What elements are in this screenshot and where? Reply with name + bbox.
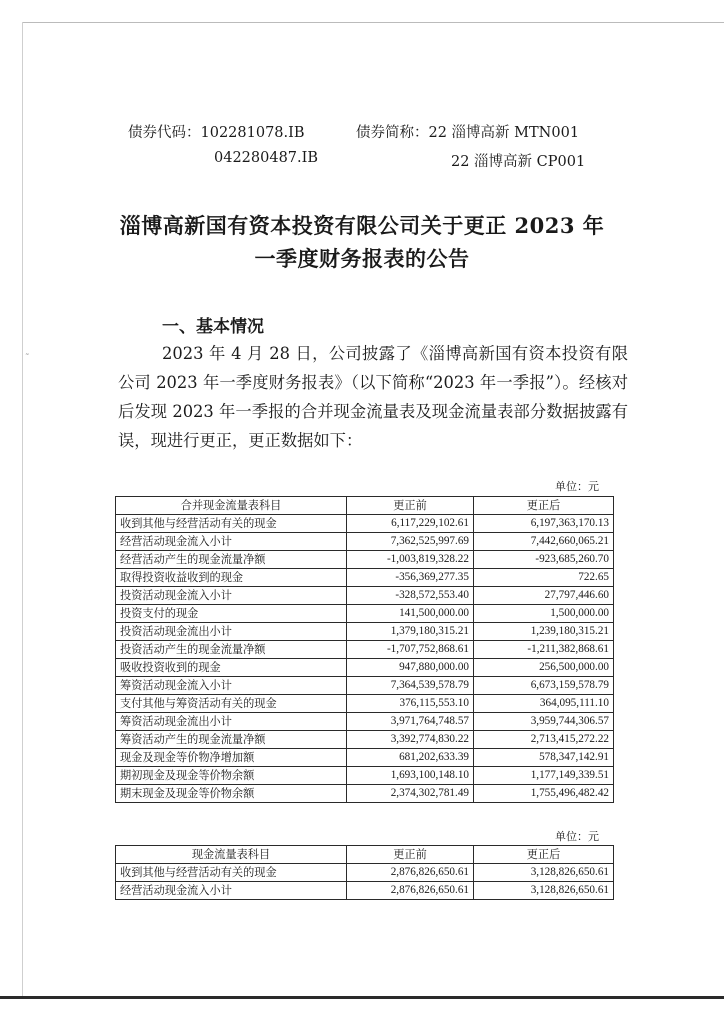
- bond-name-2: 22 淄博高新 CP001: [451, 154, 586, 170]
- table-row: [116, 641, 614, 659]
- column-header: 合并现金流量表科目: [116, 497, 347, 515]
- cash-flow-table: [115, 845, 614, 900]
- before-value-cell: -356,369,277.35: [347, 569, 474, 587]
- table-row: [116, 731, 614, 749]
- row-label-cell: 投资活动产生的现金流量净额: [116, 641, 347, 659]
- table-row: [116, 587, 614, 605]
- table-row: [116, 882, 614, 900]
- consolidated-cash-flow-table: [115, 496, 614, 803]
- before-value-cell: 7,364,539,578.79: [347, 677, 474, 695]
- row-label-cell: 经营活动现金流入小计: [116, 533, 347, 551]
- before-value-cell: 376,115,553.10: [347, 695, 474, 713]
- after-value-cell: 3,959,744,306.57: [474, 713, 614, 731]
- before-value-cell: 681,202,633.39: [347, 749, 474, 767]
- after-value-cell: 256,500,000.00: [474, 659, 614, 677]
- row-label-cell: 吸收投资收到的现金: [116, 659, 347, 677]
- section-heading: 一、基本情况: [162, 317, 264, 337]
- after-value-cell: 578,347,142.91: [474, 749, 614, 767]
- before-value-cell: 1,379,180,315.21: [347, 623, 474, 641]
- scan-speck: ˷: [25, 346, 30, 356]
- bond-code-2: 042280487.IB: [214, 150, 319, 166]
- after-value-cell: 2,713,415,272.22: [474, 731, 614, 749]
- row-label-cell: 取得投资收益收到的现金: [116, 569, 347, 587]
- table2-unit: 单位：元: [555, 830, 599, 843]
- scan-edge-left: [22, 22, 23, 997]
- row-label-cell: 投资活动现金流出小计: [116, 623, 347, 641]
- before-value-cell: 6,117,229,102.61: [347, 515, 474, 533]
- before-value-cell: 947,880,000.00: [347, 659, 474, 677]
- section-paragraph: 2023 年 4 月 28 日，公司披露了《淄博高新国有资本投资有限公司 2023 年一季度财务报表》（以下简称“2023 年一季报”）。经核对后发现 2023 年一季报的合并现金流量表及现金流量表部分数据披露有误，现进行更正，更正数据如下：: [118, 344, 628, 450]
- table-row: [116, 677, 614, 695]
- after-value-cell: 1,177,149,339.51: [474, 767, 614, 785]
- after-value-cell: 364,095,111.10: [474, 695, 614, 713]
- row-label-cell: 现金及现金等价物净增加额: [116, 749, 347, 767]
- announcement-title-line-2: 一季度财务报表的公告: [254, 246, 470, 271]
- column-header: 现金流量表科目: [116, 846, 347, 864]
- row-label-cell: 筹资活动现金流入小计: [116, 677, 347, 695]
- after-value-cell: 6,197,363,170.13: [474, 515, 614, 533]
- table-row: [116, 767, 614, 785]
- before-value-cell: 3,971,764,748.57: [347, 713, 474, 731]
- row-label-cell: 投资支付的现金: [116, 605, 347, 623]
- row-label-cell: 期初现金及现金等价物余额: [116, 767, 347, 785]
- after-value-cell: -923,685,260.70: [474, 551, 614, 569]
- row-label-cell: 筹资活动产生的现金流量净额: [116, 731, 347, 749]
- scan-edge-top: [22, 22, 724, 23]
- row-label-cell: 经营活动现金流入小计: [116, 882, 347, 900]
- before-value-cell: 7,362,525,997.69: [347, 533, 474, 551]
- bond-code-row-1: [128, 121, 305, 142]
- after-value-cell: 7,442,660,065.21: [474, 533, 614, 551]
- after-value-cell: 3,128,826,650.61: [474, 864, 614, 882]
- table-row: [116, 864, 614, 882]
- table-row: [116, 623, 614, 641]
- table-header-row: [116, 846, 614, 864]
- row-label-cell: 收到其他与经营活动有关的现金: [116, 515, 347, 533]
- before-value-cell: 1,693,100,148.10: [347, 767, 474, 785]
- after-value-cell: 27,797,446.60: [474, 587, 614, 605]
- after-value-cell: 1,239,180,315.21: [474, 623, 614, 641]
- row-label-cell: 筹资活动现金流出小计: [116, 713, 347, 731]
- table1-unit: 单位：元: [555, 480, 599, 493]
- before-value-cell: -328,572,553.40: [347, 587, 474, 605]
- column-header: 更正后: [474, 846, 614, 864]
- after-value-cell: 1,500,000.00: [474, 605, 614, 623]
- before-value-cell: 3,392,774,830.22: [347, 731, 474, 749]
- column-header: 更正前: [347, 497, 474, 515]
- table-row: [116, 713, 614, 731]
- table-row: [116, 659, 614, 677]
- before-value-cell: -1,003,819,328.22: [347, 551, 474, 569]
- before-value-cell: 2,876,826,650.61: [347, 864, 474, 882]
- table-row: [116, 569, 614, 587]
- before-value-cell: 2,374,302,781.49: [347, 785, 474, 803]
- before-value-cell: -1,707,752,868.61: [347, 641, 474, 659]
- table-row: [116, 551, 614, 569]
- bond-code-label: 债券代码：: [128, 125, 201, 141]
- after-value-cell: 3,128,826,650.61: [474, 882, 614, 900]
- bond-name-row-1: [356, 121, 579, 142]
- table-row: [116, 515, 614, 533]
- before-value-cell: 2,876,826,650.61: [347, 882, 474, 900]
- row-label-cell: 经营活动产生的现金流量净额: [116, 551, 347, 569]
- scan-edge-bottom: [0, 996, 724, 999]
- before-value-cell: 141,500,000.00: [347, 605, 474, 623]
- table-row: [116, 749, 614, 767]
- row-label-cell: 期末现金及现金等价物余额: [116, 785, 347, 803]
- announcement-title-line-1: 淄博高新国有资本投资有限公司关于更正 2023 年: [119, 213, 605, 238]
- bond-name-label: 债券简称：: [356, 125, 429, 141]
- table-row: [116, 533, 614, 551]
- table-header-row: [116, 497, 614, 515]
- after-value-cell: -1,211,382,868.61: [474, 641, 614, 659]
- bond-name-1: 22 淄博高新 MTN001: [428, 125, 580, 141]
- table-row: [116, 605, 614, 623]
- column-header: 更正前: [347, 846, 474, 864]
- after-value-cell: 722.65: [474, 569, 614, 587]
- row-label-cell: 收到其他与经营活动有关的现金: [116, 864, 347, 882]
- row-label-cell: 支付其他与筹资活动有关的现金: [116, 695, 347, 713]
- after-value-cell: 6,673,159,578.79: [474, 677, 614, 695]
- bond-code-1: 102281078.IB: [200, 125, 305, 141]
- row-label-cell: 投资活动现金流入小计: [116, 587, 347, 605]
- table-row: [116, 785, 614, 803]
- column-header: 更正后: [474, 497, 614, 515]
- after-value-cell: 1,755,496,482.42: [474, 785, 614, 803]
- table-row: [116, 695, 614, 713]
